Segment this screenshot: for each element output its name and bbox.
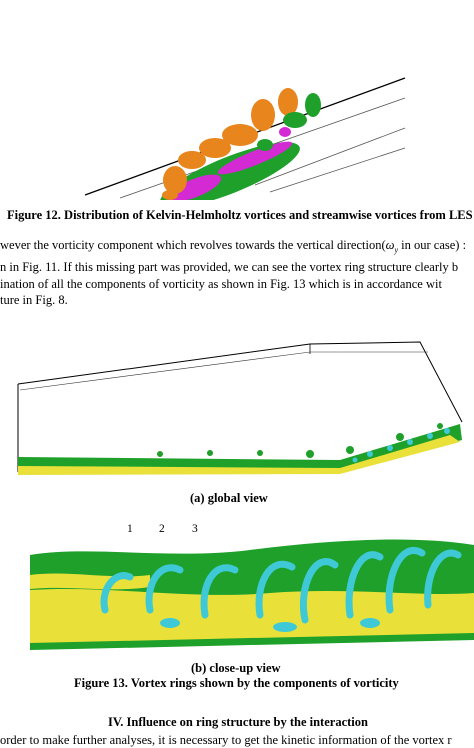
paragraph-line-2: n in Fig. 11. If this missing part was provided, we can see the vortex ring structure clearly b [0,260,459,274]
paragraph-line-4: ture in Fig. 8. [0,293,68,307]
figure-13-caption: Figure 13. Vortex rings shown by the components of vorticity [74,676,399,690]
figure-13a-subcaption: (a) global view [190,491,268,505]
figure-13a-global-view-image [10,332,472,482]
section-heading: IV. Influence on ring structure by the interaction [108,715,368,729]
paragraph-line-1-text: wever the vorticity component which revolves towards the vertical direction( [0,238,386,252]
paragraph-line-1-tail: in our case) : [398,238,467,252]
omega-y-symbol: $\omega_y$ [385,238,399,255]
figure-12-caption: Figure 12. Distribution of Kelvin-Helmholtz vortices and streamwise vortices from LES [7,208,473,222]
section-first-line: order to make further analyses, it is necessary to get the kinetic information of the vortex r [0,733,452,747]
figure-13b-close-up-image [30,515,474,655]
ring-label-3: 3 [192,523,198,535]
ring-label-2: 2 [159,523,165,535]
paragraph-line-1 [0,238,466,255]
figure-13b-subcaption: (b) close-up view [191,661,281,675]
ring-label-1: 1 [127,523,133,535]
figure-12-image [80,60,410,200]
paragraph-line-3: ination of all the components of vorticity as shown in Fig. 13 which is in accordance wit [0,277,442,291]
